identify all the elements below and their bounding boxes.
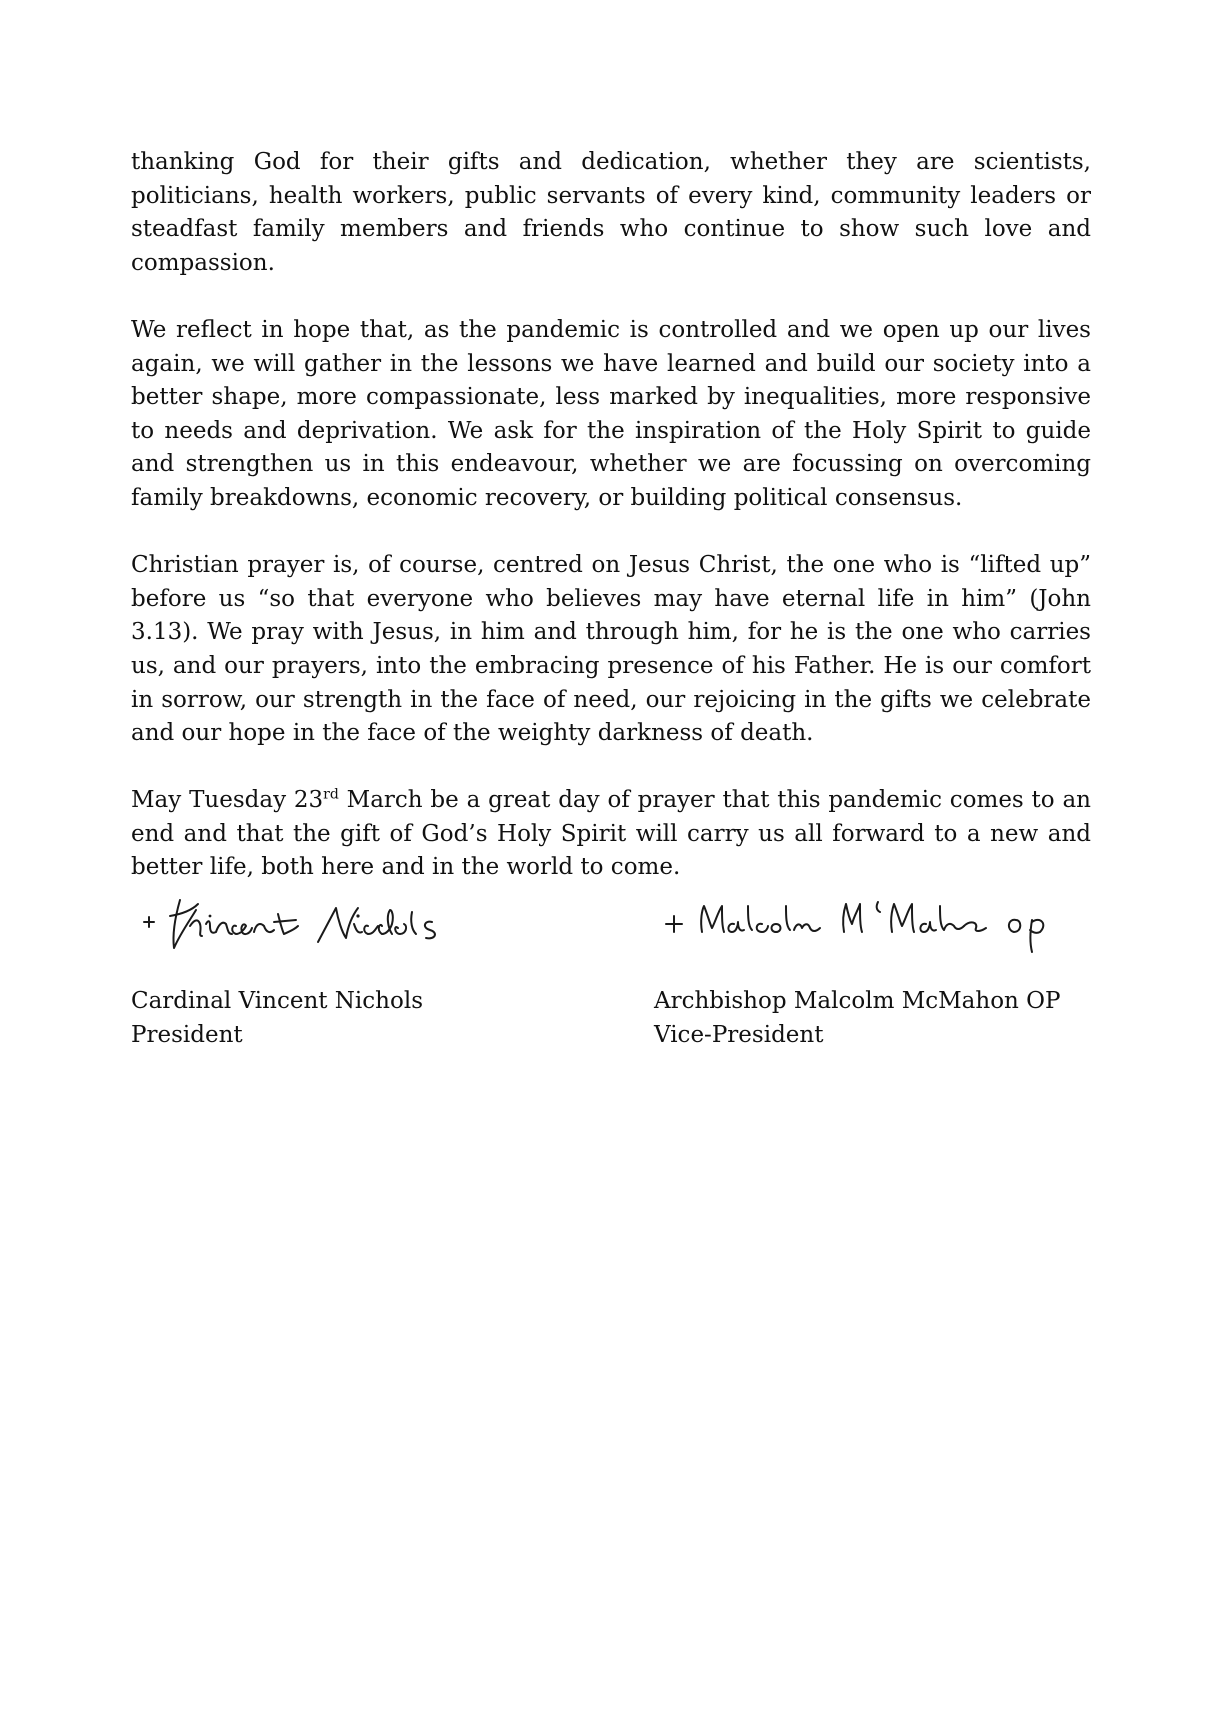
signatory-president: [131, 985, 423, 1052]
signature-malcolm-mcmahon: [664, 880, 1074, 960]
signatory-name: Archbishop Malcolm McMahon OP: [654, 988, 1061, 1014]
paragraph-closing: [131, 784, 1091, 885]
signatory-role: Vice-President: [654, 1021, 824, 1048]
date-ordinal-suffix: rd: [323, 786, 339, 803]
paragraph-thanks: thanking God for their gifts and dedication, whether they are scientists, politicians, health workers, public servants of every kind, community leaders or steadfast family members and friends who continue to show such love and compassion.: [131, 149, 1091, 276]
letter-body: [131, 146, 1091, 919]
closing-before-date: May Tuesday 23: [131, 787, 324, 814]
signatory-vice-president: [654, 985, 1061, 1052]
signature-vincent-nichols: [140, 880, 470, 960]
signatory-name: Cardinal Vincent Nichols: [131, 988, 423, 1014]
closing-after-date: March be a great day of prayer that this pandemic comes to an end and that the gift of God’s Holy Spirit will carry us all forward to a new and better life, both here and in the world to come.: [131, 787, 1091, 881]
paragraph-reflection: We reflect in hope that, as the pandemic is controlled and we open up our lives again, we will gather in the lessons we have learned and build our society into a better shape, more compassionate, less marked by inequalities, more responsive to needs and deprivation. We ask for the inspiration of the Holy Spirit to guide and strengthen us in this endeavour, whether we are focussing on overcoming family breakdowns, economic recovery, or building political consensus.: [131, 316, 1091, 511]
signatory-role: President: [131, 1021, 243, 1048]
paragraph-christian-prayer: Christian prayer is, of course, centred on Jesus Christ, the one who is “lifted up” before us “so that everyone who believes may have eternal life in him” (John 3.13). We pray with Jesus, in him and through him, for he is the one who carries us, and our prayers, into the embracing presence of his Father. He is our comfort in sorrow, our strength in the face of need, our rejoicing in the gifts we celebrate and our hope in the face of the weighty darkness of death.: [131, 552, 1091, 747]
